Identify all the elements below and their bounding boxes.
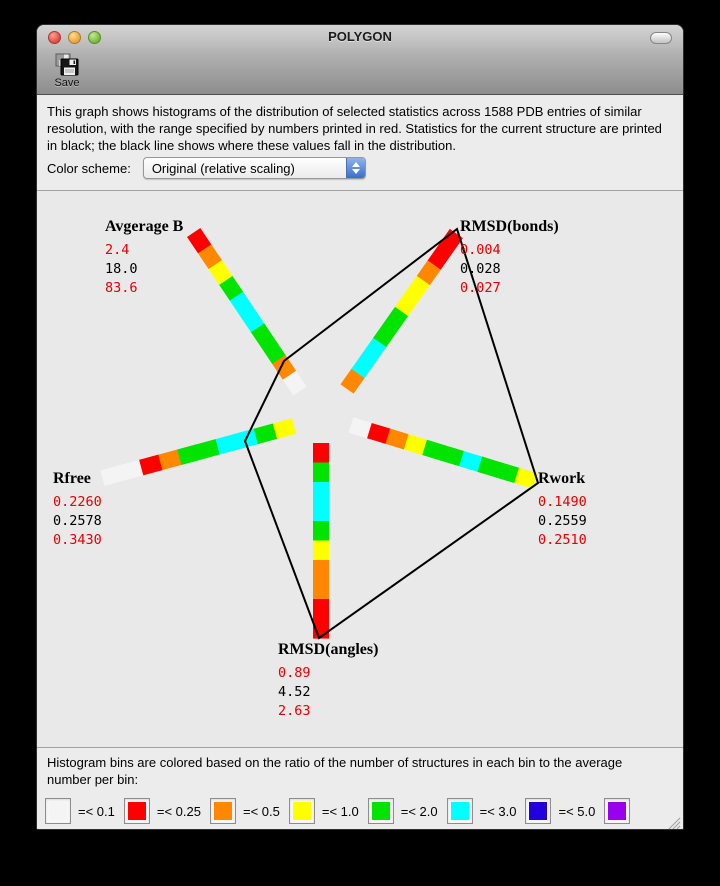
axis-rfree [53, 470, 102, 550]
axis-max-value: 83.6 [105, 280, 138, 296]
legend-entry-cyan [447, 798, 517, 824]
legend-swatch-color [608, 802, 626, 820]
axis-rmsd-angles [278, 641, 378, 721]
legend-entry-blue [525, 798, 595, 824]
color-scheme-label: Color scheme: [47, 160, 131, 176]
histogram-bin-red [313, 443, 329, 463]
legend-label: =< 1.0 [321, 803, 359, 819]
legend-swatch-color [293, 802, 311, 820]
axis-label: Rwork [538, 470, 586, 487]
legend-swatch-blue [525, 798, 551, 824]
toolbar-toggle-button[interactable] [650, 32, 672, 44]
legend-entry-green [368, 798, 438, 824]
legend-text: Histogram bins are colored based on the ratio of the number of structures in each bin to the average number per bin: [47, 755, 623, 787]
legend-swatch-color [529, 802, 547, 820]
axis-label: RMSD(angles) [278, 641, 379, 658]
legend-label: =< 0.1 [78, 803, 115, 819]
legend-swatch-red [124, 798, 150, 824]
legend-swatch-color [451, 802, 469, 820]
legend-swatch-white [45, 798, 71, 824]
histogram-bin-orange [313, 580, 329, 600]
histogram-bin-green [313, 521, 329, 541]
resize-grip[interactable] [668, 817, 681, 830]
histogram-bin-green [313, 463, 329, 483]
axis-current-value: 0.028 [460, 261, 501, 277]
legend-label: =< 0.25 [156, 803, 201, 819]
title-bar[interactable] [37, 25, 683, 49]
histogram-arm-rwork [349, 417, 538, 488]
legend-swatch-color [49, 802, 67, 820]
legend-entry-yellow [289, 798, 359, 824]
window-title: POLYGON [328, 29, 392, 44]
axis-label: Rfree [53, 470, 91, 487]
save-button[interactable] [45, 51, 89, 93]
axis-max-value: 0.3430 [53, 532, 102, 548]
axis-label: RMSD(bonds) [460, 218, 559, 235]
histogram-bin-white [100, 465, 124, 486]
legend-label: =< 0.5 [242, 803, 280, 819]
axis-min-value: 2.4 [105, 242, 130, 258]
axis-label: Avgerage B [105, 218, 184, 235]
legend-label: =< 5.0 [558, 803, 596, 819]
histogram-arm-rmsd-bonds- [340, 229, 462, 394]
histogram-bin-orange [313, 560, 329, 580]
axis-max-value: 2.63 [278, 703, 311, 719]
axis-min-value: 0.89 [278, 665, 311, 681]
axis-min-value: 0.004 [460, 242, 501, 258]
histogram-bin-cyan [313, 482, 329, 502]
histogram-arm-rmsd-angles- [313, 443, 329, 639]
popup-arrows-icon [346, 158, 365, 178]
axis-max-value: 0.027 [460, 280, 501, 296]
legend-swatch-orange [210, 798, 236, 824]
legend-entry-white [45, 798, 115, 824]
axis-min-value: 0.2260 [53, 494, 102, 510]
histogram-bin-red [313, 599, 329, 619]
histogram-bin-cyan [313, 502, 329, 522]
color-scheme-selected-value: Original (relative scaling) [151, 160, 295, 176]
axis-current-value: 0.2578 [53, 513, 102, 529]
save-icon [55, 53, 79, 77]
legend-swatch-color [128, 802, 146, 820]
legend-swatch-cyan [447, 798, 473, 824]
histogram-bin-yellow [313, 541, 329, 561]
save-button-label: Save [54, 77, 80, 89]
legend-entry-red [124, 798, 201, 824]
color-scheme-select[interactable] [143, 157, 366, 179]
polygon-chart-canvas [37, 191, 684, 747]
legend-label: =< 3.0 [479, 803, 517, 819]
polygon-window [36, 24, 684, 830]
histogram-arm-avgerage-b [187, 228, 307, 395]
legend-swatch-yellow [289, 798, 315, 824]
legend-swatch-color [372, 802, 390, 820]
legend-label: =< 2.0 [400, 803, 438, 819]
toolbar [37, 49, 683, 95]
description-text: This graph shows histograms of the distribution of selected statistics across 1588 PDB entries of similar resolution, with the range specified by numbers printed in red. Statistics for the current structure are printed in black; the black line shows where these values fall in the distribution. [47, 104, 662, 153]
legend-swatch-green [368, 798, 394, 824]
axis-rwork [538, 470, 587, 550]
legend-swatch-color [214, 802, 232, 820]
histogram-arm-rfree [100, 418, 296, 486]
legend-swatch-purple [604, 798, 630, 824]
axis-rmsd-bonds [460, 218, 559, 298]
description-panel [37, 95, 683, 191]
axis-max-value: 0.2510 [538, 532, 587, 548]
legend-entry-purple [604, 798, 630, 824]
axis-current-value: 18.0 [105, 261, 138, 277]
axis-avgerage-b [105, 218, 183, 298]
axis-min-value: 0.1490 [538, 494, 587, 510]
color-scheme-row [47, 157, 366, 179]
legend-row [45, 798, 639, 824]
axis-current-value: 0.2559 [538, 513, 587, 529]
legend-entry-orange [210, 798, 280, 824]
axis-current-value: 4.52 [278, 684, 311, 700]
legend-panel [37, 747, 683, 830]
